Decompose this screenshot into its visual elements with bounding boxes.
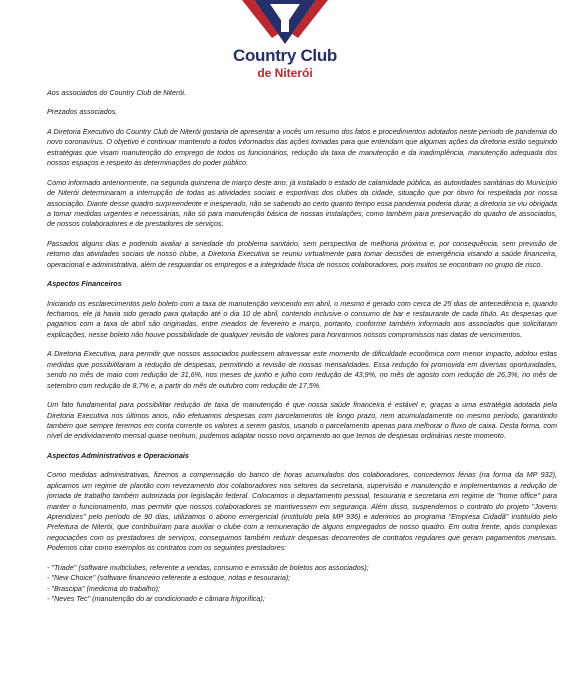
list-item: - "Triade" (software multiclubes, referente a vendas, consumo e emissão de boletos aos associados); [47,562,369,572]
section-heading-financial: Aspectos Financeiros [47,279,122,289]
financial-paragraph: Um fato fundamental para possibilitar redução de taxa de manutenção é que nossa saúde financeira é estável e, graças a uma estratégia adotada pela Diretoria Executiva nos últimos anos, não efetuamos despesas com parcelamentos de longo prazo, nem acumuladamente no mesmo período, garantindo também que sempre teremos em conta corrente os valores a serem gastos, usando o parcelamento apenas para melhorar o fluxo de caixa. Desta forma, com nível de endividamento mensal quase nenhum, pudemos adaptar nosso novo orçamento ao que temos de despesas ordinárias neste momento. [47,400,557,441]
financial-paragraph: Iniciando os esclarecimentos pelo boleto com a taxa de manutenção vencendo em abril, o mesmo é gerado com cerca de 25 dias de antecedência e, quando fechamos, ele já havia sido gerado para quitação até o dia 10 de abril, contendo inclusive o consumo de bar e restaurante de cada título. As despesas que pagamos com a taxa de abril são originadas, entre meados de fevereiro e março, portanto, conforme também informado aos associados que solicitaram explicações, nesse boleto não houve possibilidade de qualquer revisão de valores para honrarmos nossos compromissos nas datas de vencimentos. [47,298,557,339]
intro-paragraph: A Diretoria Executivo do Country Club de Niterói gostaria de apresentar a vocês um resumo dos fatos e procedimentos adotados neste período de pandemia do novo coronavírus. O objetivo é continuar mantendo a todos informados das ações tomadas para que entendam que algumas ações da diretoria estão seguindo estratégias que visam manutenção do emprego de todos os funcionários, redução da taxa de manutenção e da inadimplência, manutenção adequada dos nossos espaços e respeito às determinações do poder público. [47,126,557,168]
section-heading-admin: Aspectos Administrativos e Operacionais [47,450,189,460]
intro-paragraph: Passados alguns dias e podendo avaliar a seriedade do problema sanitário, sem perspectiva de melhoria próxima e, por consequência, sem previsão de retorno das atividades sociais de nosso clube, a Diretoria Executiva se reuniu virtualmente para tomar decisões de emergência visando a saúde financeira, operacional e administrativa, além de resguardar os empregos e a integridade física de nossos colaboradores, pois muitos se encontram no grupo de risco. [47,238,557,269]
club-crest-icon [240,0,330,46]
list-item: - "Brascipa" (medicina do trabalho); [47,583,160,593]
intro-paragraph: Como informado anteriormente, na segunda quinzena de março deste ano, já instalado o estado de calamidade pública, as autoridades sanitárias do Município de Niterói determinaram a interrupção de todas as atividades sociais e esportivas dos clubes da cidade, situação que por óbvio foi respeitada por nossa associação. Diante desse quadro surpreendente e inesperado, não se sabendo ao certo quanto tempo essa pandemia poderia durar, a diretoria se viu obrigada a tomar medidas urgentes e necessárias, não só para manutenção básica de nossas instalações, como também para preservação do quadro de associados, de nossos colaboradores e de prestadores de serviços. [47,177,557,229]
club-city: de Niterói [257,66,313,80]
salutation: Aos associados do Country Club de Niterói. [47,88,187,97]
greeting: Prezados associados, [47,107,118,117]
list-item: - "New Choice" (software financeiro referente a estoque, notas e tesouraria); [47,573,291,583]
provider-list [47,563,557,605]
admin-paragraph: Como medidas administrativas, fizemos a compensação do banco de horas acumulados dos colaboradores, concedemos férias (na forma da MP 932), aplicamos um regime de plantão com revezamento dos colaboradores nos setores da secretaria, supervisão e manutenção e implementamos a redução de jornada de trabalho também autorizada por legislação federal. Colocamos o departamento pessoal, tesouraria e secretaria em regime de "home office" para manter o funcionamento, mas permitir que nossos colaboradores se mantivessem em segurança. Além disso, suspendemos o contrato do projeto "Jovens Aprendizes" pelo período de 90 dias, utilizamos o abono emergencial (instituído pela MP 936) e aderimos ao programa "Empresa Cidadã" instituído pelo Prefeitura de Niterói, que contribuíram para auxiliar o clube com a remuneração de alguns empregados de nosso quadro. Em outra frente, após complexas negociações com os prestadores de serviços, conseguimos também reduzir despesas decorrentes de contratos regulares que geram pagamentos mensais. Podemos citar como exemplos os contratos com os seguintes prestadores: [47,470,557,553]
financial-paragraph: A Diretoria Executiva, para permitir que nossos associados pudessem atravessar este momento de dificuldade econômica com menor impacto, adotou estas medidas que possibilitaram a redução de despesas, permitindo a revisão de nossas mensalidades. Essa redução foi promovida em diversas oportunidades, sendo no mês de maio com redução de 31,6%, nos meses de junho e julho com redução de 43,9%, no mês de agosto com redução de 26,3%, no mês de setembro com redução de 8,7% e, a partir do mês de outubro com redução de 17,5%. [47,349,557,390]
club-name: Country Club [232,46,338,65]
letter-body [47,88,557,605]
club-logo [0,0,570,82]
list-item: - "Neves Tec" (manutenção do ar condicionado e câmara frigorífica); [47,594,265,604]
